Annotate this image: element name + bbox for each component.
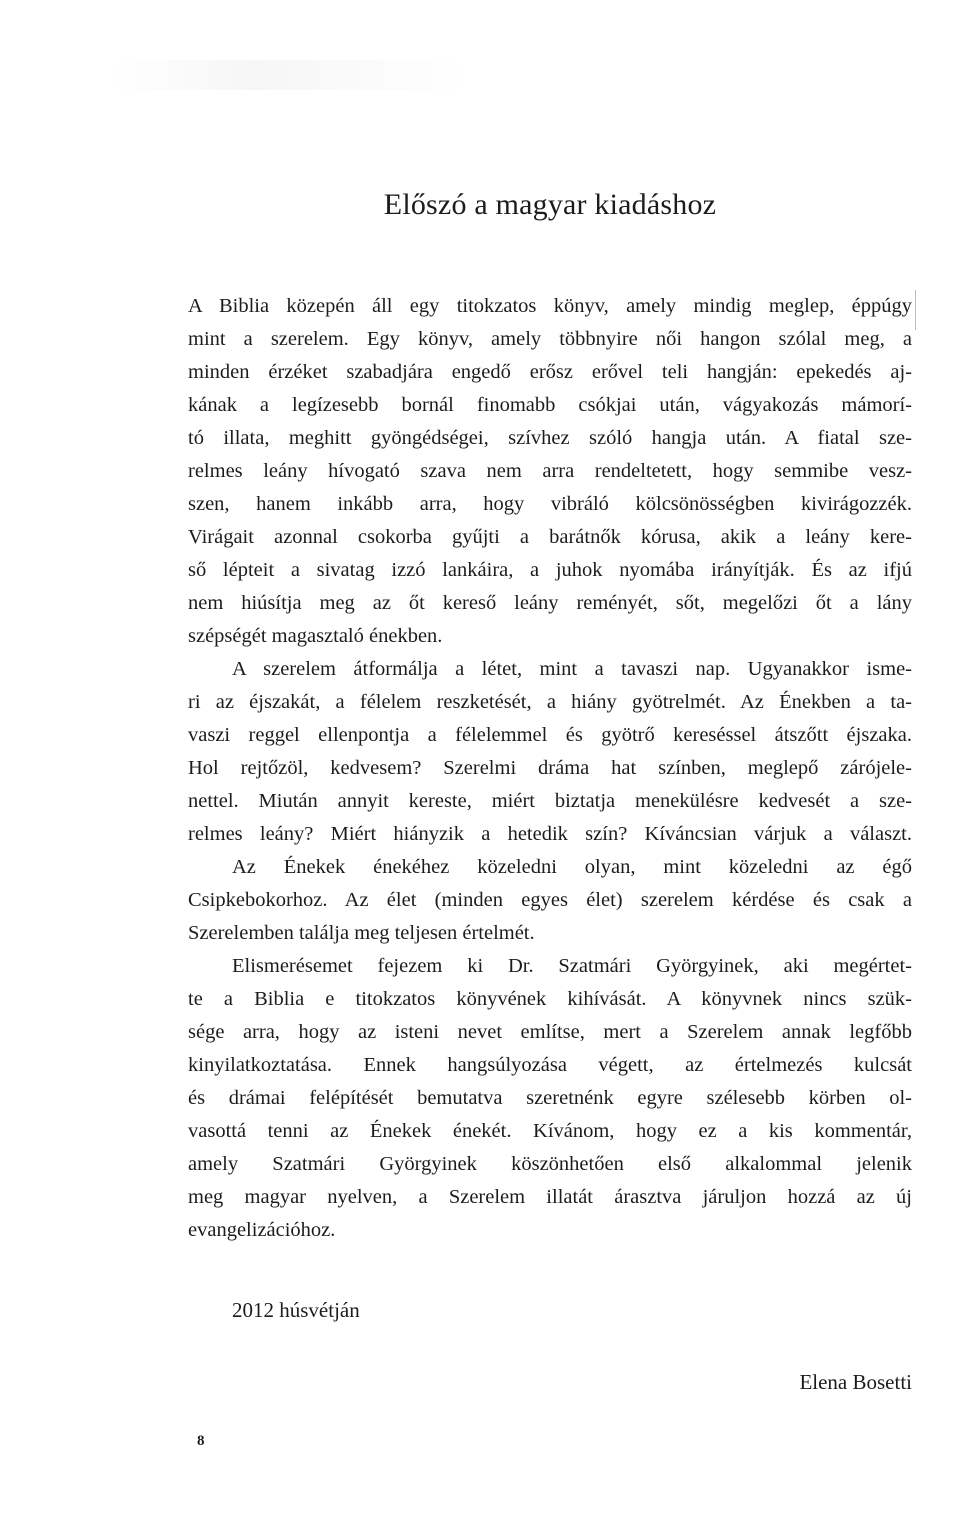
text-line: ri az éjszakát, a félelem reszketését, a hiány gyötrelmét. Az Énekben a ta- [188,691,912,713]
page-number: 8 [197,1433,205,1449]
paragraph-4 [188,950,912,1247]
text-line: minden érzéket szabadjára engedő erősz erővel teli hangján: epekedés aj- [188,361,912,383]
text-line: A szerelem átformálja a létet, mint a tavaszi nap. Ugyanakkor isme- [232,658,912,680]
text-line: Csipkebokorhoz. Az élet (minden egyes élet) szerelem kérdése és csak a [188,889,912,911]
text-line: Az Énekek énekéhez közeledni olyan, mint közeledni az égő [232,856,912,878]
text-line: relmes leány hívogató szava nem arra rendeltetett, hogy semmibe vesz- [188,460,912,482]
text-line: kinyilatkoztatása. Ennek hangsúlyozása végett, az értelmezés kulcsát [188,1054,912,1076]
text-line: szépségét magasztaló énekben. [188,625,443,647]
dateline: 2012 húsvétján [232,1298,360,1322]
text-line: nettel. Miután annyit kereste, miért biztatja menekülésre kedvesét a sze- [188,790,912,812]
paragraph-3 [188,851,912,950]
text-line: vasottá tenni az Énekek énekét. Kívánom, hogy ez a kis kommentár, [188,1120,912,1142]
text-line: sége arra, hogy az isteni nevet említse, mert a Szerelem annak legfőbb [188,1021,912,1043]
text-line: Virágait azonnal csokorba gyűjti a barátnők kórusa, akik a leány kere- [188,526,912,548]
text-line: ső lépteit a sivatag izzó lankáira, a juhok nyomába irányítják. És az ifjú [188,559,912,581]
text-line: A Biblia közepén áll egy titokzatos könyv, amely mindig meglep, éppúgy [188,295,912,317]
text-line: relmes leány? Miért hiányzik a hetedik szín? Kíváncsian várjuk a választ. [188,823,912,845]
scan-shadow [110,60,470,90]
author-signature: Elena Bosetti [799,1370,912,1394]
chapter-title: Előszó a magyar kiadáshoz [383,188,717,221]
text-line: nem hiúsítja meg az őt kereső leány reményét, sőt, megelőzi őt a lány [188,592,912,614]
text-line: Hol rejtőzöl, kedvesem? Szerelmi dráma hat színben, meglepő zárójele- [188,757,912,779]
preface-body [188,290,912,1247]
text-line: meg magyar nyelven, a Szerelem illatát árasztva járuljon hozzá az új [188,1186,912,1208]
text-line: Szerelemben találja meg teljesen értelmét. [188,922,535,944]
text-line: kának a legízesebb bornál finomabb csókjai után, vágyakozás mámorí- [188,394,912,416]
text-line: vaszi reggel ellenpontja a félelemmel és gyötrő kereséssel átszőtt éjszaka. [188,724,912,746]
text-line: mint a szerelem. Egy könyv, amely többnyire női hangon szólal meg, a [188,328,912,350]
text-line: és drámai felépítését bemutatva szeretnénk egyre szélesebb körben ol- [188,1087,912,1109]
scan-edge-mark [915,290,916,330]
text-line: szen, hanem inkább arra, hogy vibráló kölcsönösségben kivirágozzék. [188,493,912,515]
text-line: evangelizációhoz. [188,1219,336,1241]
text-line: Elismerésemet fejezem ki Dr. Szatmári Györgyinek, aki megértet- [232,955,912,977]
paragraph-1 [188,290,912,653]
text-line: tó illata, meghitt gyöngédségei, szívhez szóló hangja után. A fiatal sze- [188,427,912,449]
paragraph-2 [188,653,912,851]
text-line: amely Szatmári Györgyinek köszönhetően első alkalommal jelenik [188,1153,912,1175]
text-line: te a Biblia e titokzatos könyvének kihívását. A könyvnek nincs szük- [188,988,912,1010]
